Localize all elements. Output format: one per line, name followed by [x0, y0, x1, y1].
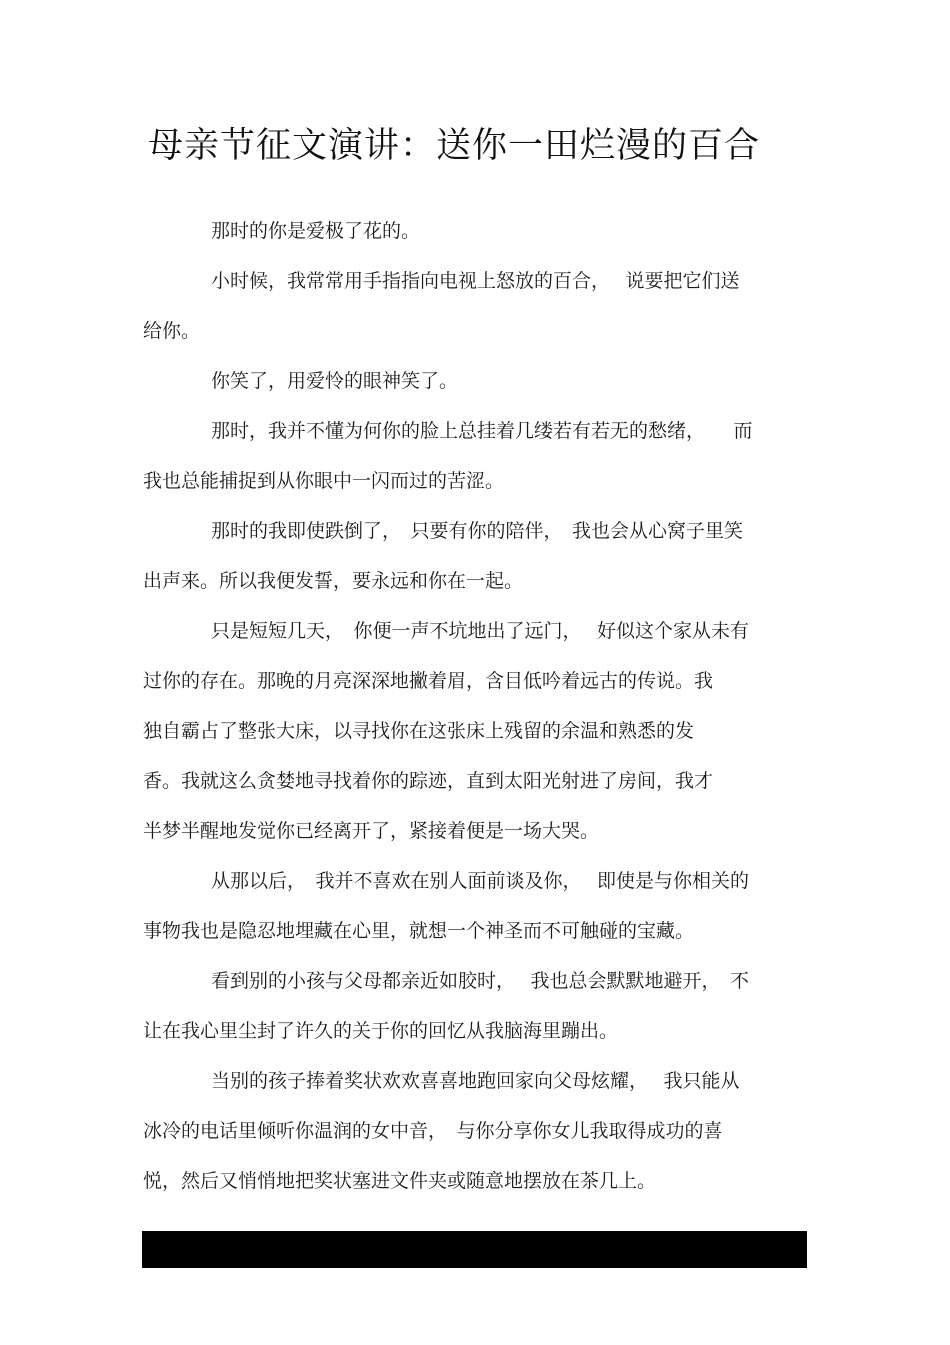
- text-line: 给你。: [143, 320, 201, 342]
- text-line: 出声来。所以我便发誓，要永远和你在一起。: [143, 570, 524, 592]
- document-title: 母亲节征文演讲：送你一田烂漫的百合: [148, 126, 761, 166]
- text-line: 从那以后， 我并不喜欢在别人面前谈及你， 即使是与你相关的: [211, 870, 750, 892]
- text-line: 香。我就这么贪婪地寻找着你的踪迹，直到太阳光射进了房间，我才: [143, 770, 714, 792]
- redaction-bar: [142, 1231, 807, 1268]
- text-line: 那时，我并不懂为何你的脸上总挂着几缕若有若无的愁绪， 而: [211, 420, 753, 442]
- text-line: 那时的我即使跌倒了， 只要有你的陪伴， 我也会从心窝子里笑: [211, 520, 744, 542]
- text-line: 冰冷的电话里倾听你温润的女中音， 与你分享你女儿我取得成功的喜: [143, 1120, 723, 1142]
- text-line: 当别的孩子捧着奖状欢欢喜喜地跑回家向父母炫耀， 我只能从: [211, 1070, 740, 1092]
- text-line: 看到别的小孩与父母都亲近如胶时， 我也总会默默地避开， 不: [211, 970, 750, 992]
- text-line: 只是短短几天， 你便一声不坑地出了远门， 好似这个家从未有: [211, 620, 750, 642]
- text-line: 过你的存在。那晚的月亮深深地撇着眉，含目低吟着远古的传说。我: [143, 670, 714, 692]
- text-line: 那时的你是爱极了花的。: [211, 220, 421, 242]
- text-line: 独自霸占了整张大床，以寻找你在这张床上残留的余温和熟悉的发: [143, 720, 695, 742]
- text-line: 让在我心里尘封了许久的关于你的回忆从我脑海里蹦出。: [143, 1020, 619, 1042]
- text-line: 小时候，我常常用手指指向电视上怒放的百合， 说要把它们送: [211, 270, 740, 292]
- text-line: 悦，然后又悄悄地把奖状塞进文件夹或随意地摆放在茶几上。: [143, 1170, 657, 1192]
- text-line: 我也总能捕捉到从你眼中一闪而过的苦涩。: [143, 470, 505, 492]
- text-line: 事物我也是隐忍地埋藏在心里，就想一个神圣而不可触碰的宝藏。: [143, 920, 695, 942]
- text-line: 你笑了，用爱怜的眼神笑了。: [211, 370, 459, 392]
- text-line: 半梦半醒地发觉你已经离开了，紧接着便是一场大哭。: [143, 820, 600, 842]
